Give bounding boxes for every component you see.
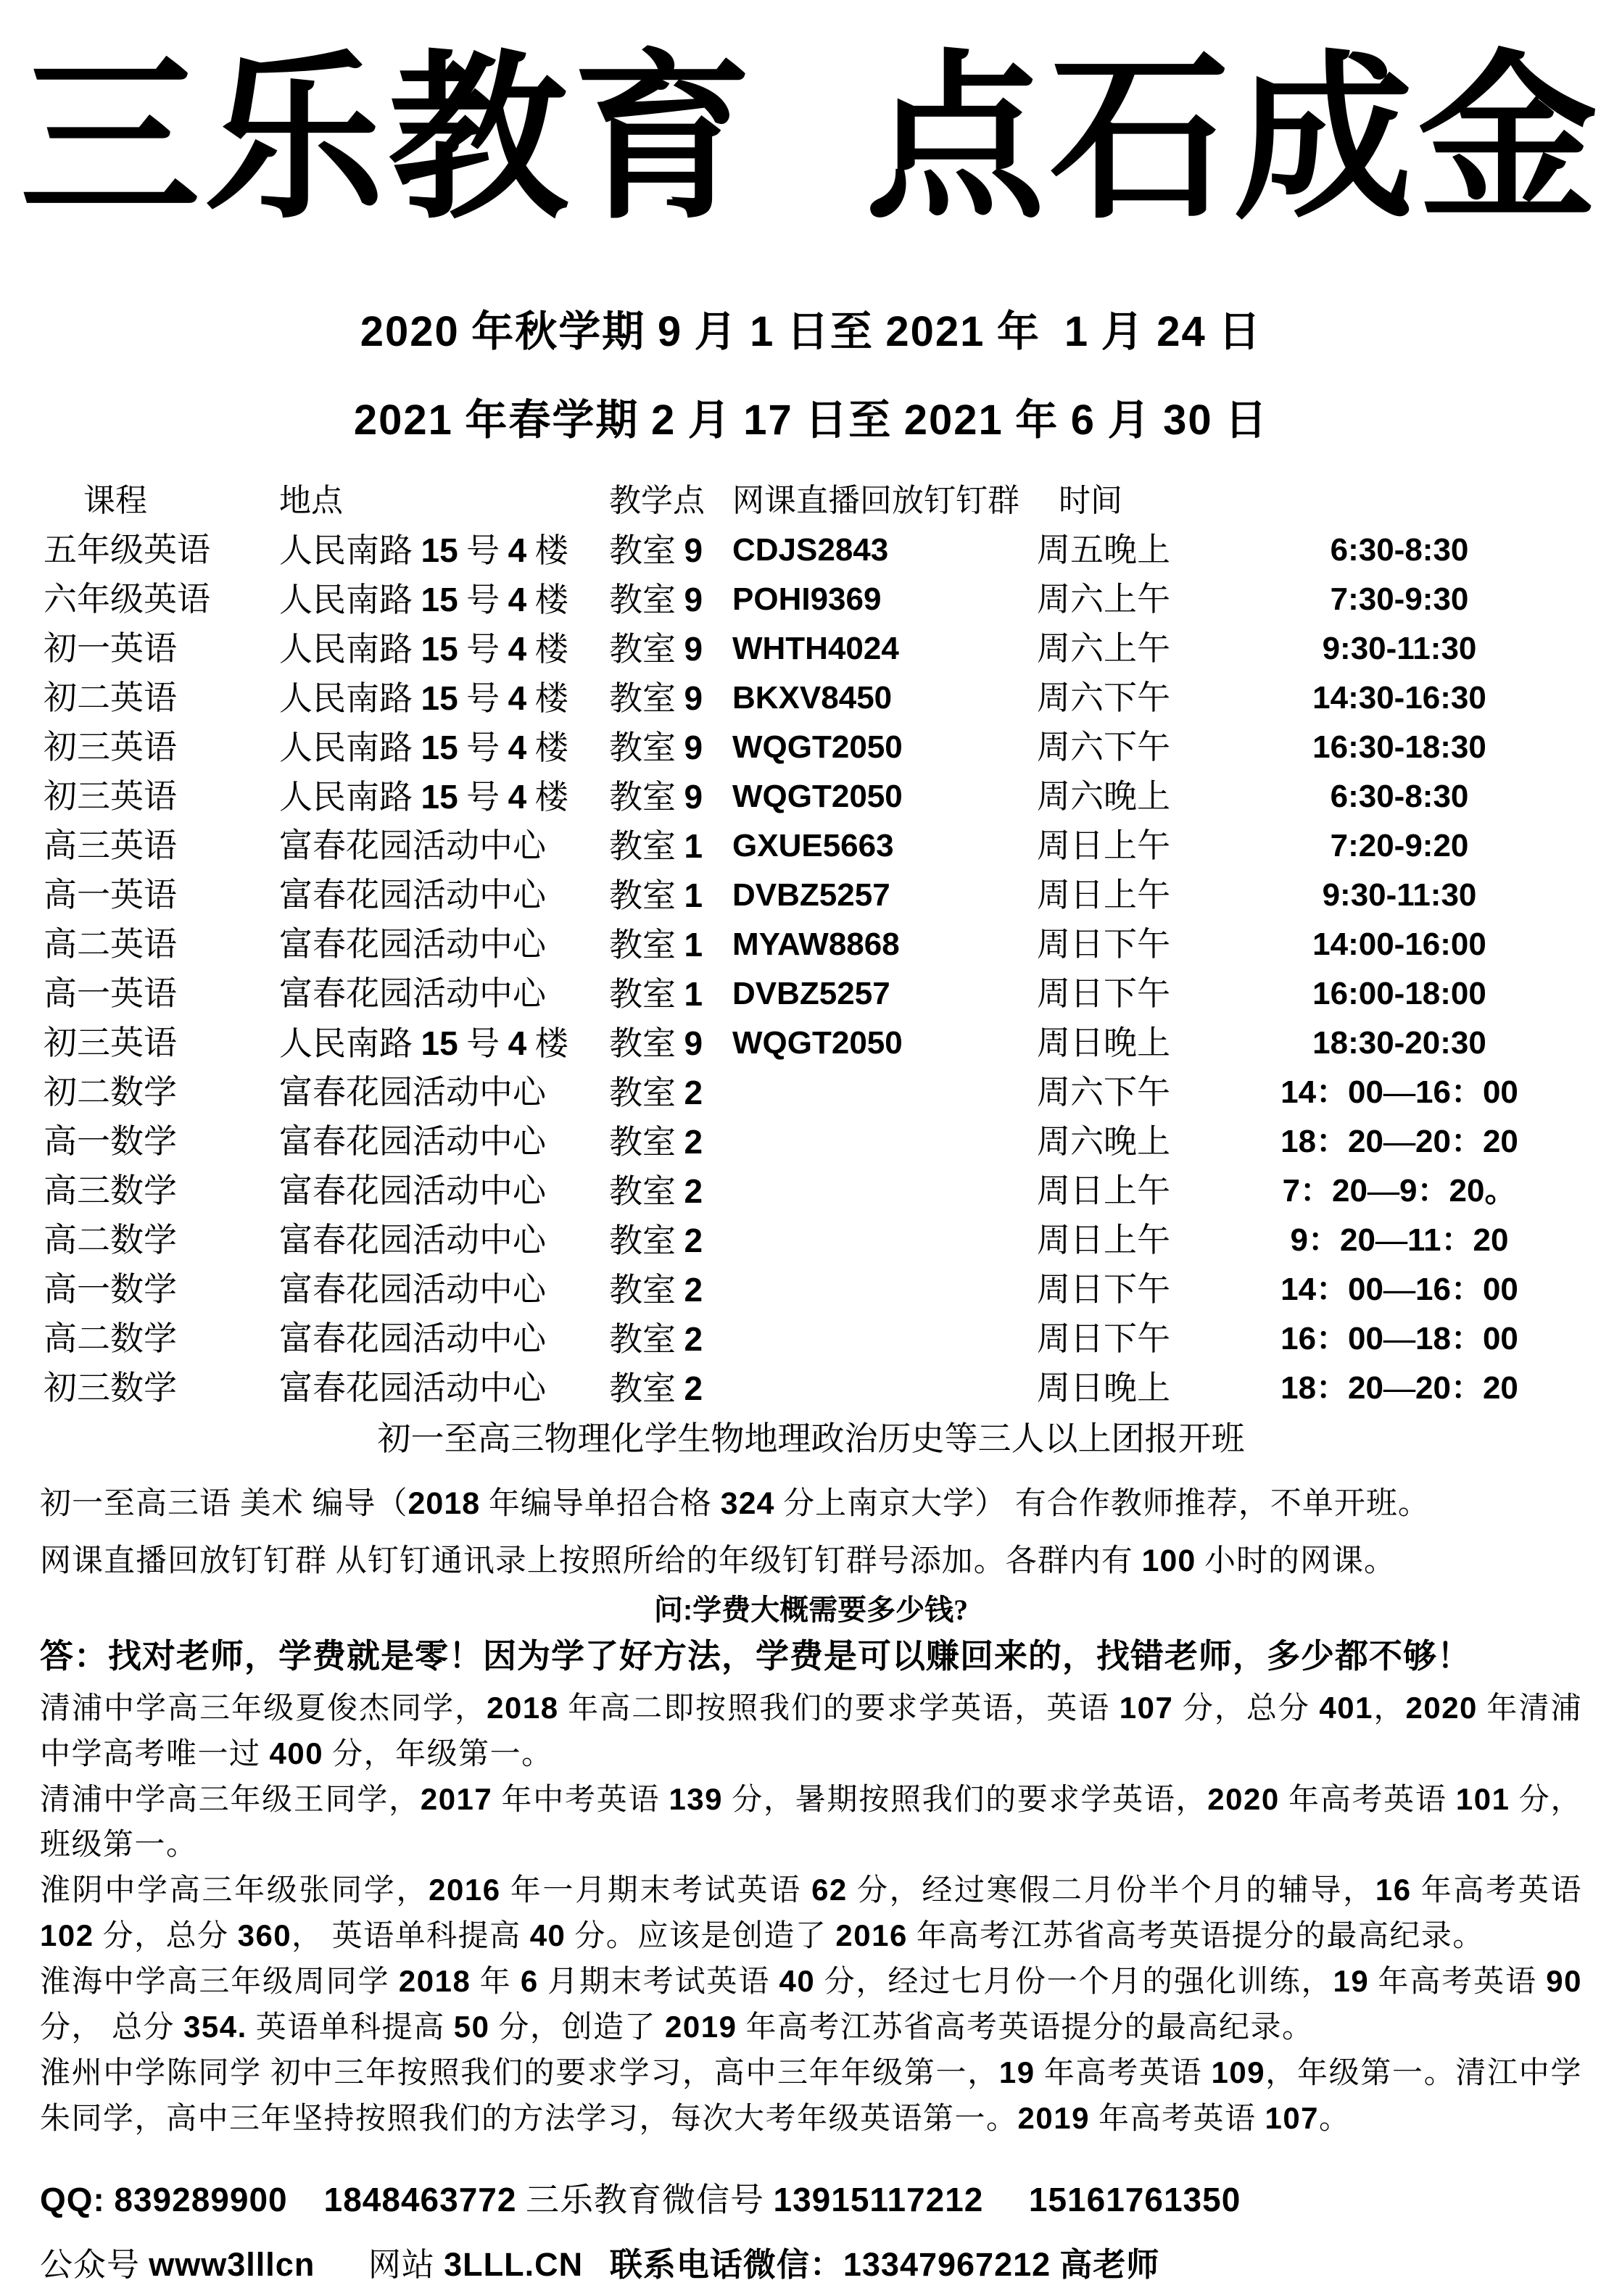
- classroom-cell: 教室 2: [609, 1369, 703, 1407]
- table-row: [44, 1166, 1622, 1216]
- weekday-cell: 周日下午: [1037, 1270, 1170, 1308]
- table-row: [44, 772, 1622, 821]
- weekday-cell: 周日下午: [1037, 1319, 1170, 1357]
- course-cell: 初二数学: [44, 1073, 177, 1111]
- table-row: [44, 1265, 1622, 1314]
- header-course: 课程: [83, 482, 147, 518]
- dingtalk-group-cell: [732, 1364, 1037, 1413]
- weekday-cell: 周六晚上: [1037, 777, 1170, 815]
- dingtalk-group-cell: [732, 1265, 1037, 1314]
- time-cell: 14:30-16:30: [1312, 679, 1486, 716]
- case-story: 淮海中学高三年级周同学 2018 年 6 月期末考试英语 40 分，经过七月份一个月的强化训练，19 年高考英语 90 分， 总分 354. 英语单科提高 50 分，创造了 2019 年高考江苏省高考英语提分的最高纪录。: [40, 1963, 1582, 2044]
- classroom-cell: 教室 9: [609, 728, 703, 766]
- classroom-cell: 教室 2: [609, 1122, 703, 1161]
- weekday-cell: 周六下午: [1037, 1073, 1170, 1111]
- time-cell: 9:30-11:30: [1322, 630, 1477, 666]
- table-row: [44, 821, 1622, 871]
- weekday-cell: 周五晚上: [1037, 531, 1170, 568]
- table-row: [44, 920, 1622, 969]
- location-cell: 富春花园活动中心: [279, 974, 546, 1012]
- location-cell: 人民南路 15 号 4 楼: [279, 1024, 568, 1062]
- table-row: [44, 1019, 1622, 1068]
- case-story: 淮阴中学高三年级张同学，2016 年一月期末考试英语 62 分，经过寒假二月份半个月的辅导，16 年高考英语 102 分，总分 360， 英语单科提高 40 分。应该是创造了 2016 年高考江苏省高考英语提分的最高纪录。: [40, 1872, 1582, 1953]
- time-cell: 16:30-18:30: [1312, 729, 1486, 765]
- time-cell: 6:30-8:30: [1330, 778, 1469, 814]
- table-row: [44, 1364, 1622, 1413]
- classroom-cell: 教室 2: [609, 1221, 703, 1259]
- location-cell: 人民南路 15 号 4 楼: [279, 629, 568, 668]
- classroom-cell: 教室 2: [609, 1319, 703, 1358]
- classroom-cell: 教室 9: [609, 679, 703, 717]
- classroom-cell: 教室 1: [609, 876, 703, 914]
- case-story: 清浦中学高三年级王同学，2017 年中考英语 139 分，暑期按照我们的要求学英语，2020 年高考英语 101 分，班级第一。: [40, 1781, 1582, 1862]
- dingtalk-group-cell: [732, 1068, 1037, 1117]
- classroom-cell: 教室 1: [609, 826, 703, 865]
- header-classroom: 教学点: [609, 482, 705, 518]
- qq-contact-line: QQ: 839289900 1848463772 三乐教育微信号 13915117212 15161761350: [40, 2180, 1241, 2218]
- course-cell: 六年级英语: [44, 580, 210, 618]
- art-program-note: 初一至高三语 美术 编导（2018 年编导单招合格 324 分上南京大学） 有合作教师推荐，不单开班。: [40, 1485, 1430, 1521]
- dingtalk-group-cell: [732, 1314, 1037, 1364]
- tuition-question: 问:学费大概需要多少钱?: [653, 1593, 969, 1626]
- course-cell: 初三英语: [44, 728, 177, 766]
- weekday-cell: 周六上午: [1037, 629, 1170, 667]
- course-cell: 初一英语: [44, 629, 177, 667]
- course-cell: 高一英语: [44, 974, 177, 1012]
- dingtalk-group-cell: CDJS2843: [732, 531, 889, 568]
- course-cell: 初三数学: [44, 1369, 177, 1406]
- course-cell: 高二数学: [44, 1221, 177, 1259]
- weekday-cell: 周六晚上: [1037, 1122, 1170, 1160]
- dingtalk-group-cell: WHTH4024: [732, 630, 899, 666]
- course-cell: 高一数学: [44, 1122, 177, 1160]
- semester-fall-dates: 2020 年秋学期 9 月 1 日至 2021 年 1 月 24 日: [360, 307, 1262, 355]
- time-cell: 18：20—20：20: [1280, 1123, 1518, 1159]
- time-cell: 7:30-9:30: [1330, 581, 1469, 617]
- weekday-cell: 周日上午: [1037, 876, 1170, 913]
- location-cell: 富春花园活动中心: [279, 1172, 546, 1209]
- time-cell: 16：00—18：00: [1280, 1320, 1518, 1356]
- course-cell: 高一英语: [44, 876, 177, 913]
- dingtalk-group-cell: [732, 1117, 1037, 1166]
- table-row: [44, 1314, 1622, 1364]
- table-row: [44, 575, 1622, 624]
- location-cell: 富春花园活动中心: [279, 925, 546, 963]
- weekday-cell: 周日上午: [1037, 1172, 1170, 1209]
- classroom-cell: 教室 9: [609, 1024, 703, 1062]
- page-title: [0, 40, 1622, 241]
- time-cell: 7：20—9：20。: [1282, 1172, 1517, 1209]
- table-row: [44, 526, 1622, 575]
- course-cell: 五年级英语: [44, 531, 210, 568]
- semester-spring-dates: 2021 年春学期 2 月 17 日至 2021 年 6 月 30 日: [353, 396, 1269, 444]
- classroom-cell: 教室 9: [609, 777, 703, 816]
- case-story: 淮州中学陈同学 初中三年按照我们的要求学习，高中三年年级第一，19 年高考英语 109，年级第一。清江中学朱同学，高中三年坚持按照我们的方法学习，每次大考年级英语第一。2019 年高考英语 107。: [40, 2055, 1582, 2136]
- table-row: [44, 1117, 1622, 1166]
- dingtalk-group-cell: WQGT2050: [732, 1024, 903, 1061]
- table-row: [44, 723, 1622, 772]
- weekday-cell: 周日下午: [1037, 925, 1170, 963]
- location-cell: 人民南路 15 号 4 楼: [279, 679, 568, 717]
- classroom-cell: 教室 2: [609, 1073, 703, 1111]
- weekday-cell: 周日晚上: [1037, 1369, 1170, 1406]
- dingtalk-group-cell: [732, 1216, 1037, 1265]
- footer-contacts: [0, 2244, 1622, 2286]
- dingtalk-group-cell: BKXV8450: [732, 679, 893, 716]
- time-cell: 14：00—16：00: [1280, 1074, 1518, 1110]
- classroom-cell: 教室 2: [609, 1172, 703, 1210]
- classroom-cell: 教室 1: [609, 974, 703, 1013]
- table-row: [44, 674, 1622, 723]
- table-row: [44, 1216, 1622, 1265]
- tuition-answer: 答：找对老师，学费就是零！因为学了好方法，学费是可以赚回来的，找错老师，多少都不够！: [40, 1637, 1471, 1675]
- location-cell: 富春花园活动中心: [279, 1270, 546, 1308]
- location-cell: 富春花园活动中心: [279, 876, 546, 913]
- classroom-cell: 教室 9: [609, 580, 703, 618]
- weekday-cell: 周日下午: [1037, 974, 1170, 1012]
- dingtalk-group-cell: [732, 1166, 1037, 1216]
- time-cell: 9：20—11：20: [1290, 1222, 1509, 1258]
- dingtalk-group-cell: WQGT2050: [732, 729, 903, 765]
- course-cell: 高三数学: [44, 1172, 177, 1209]
- weekday-cell: 周六上午: [1037, 580, 1170, 618]
- course-cell: 高三英语: [44, 826, 177, 864]
- time-cell: 7:20-9:20: [1330, 827, 1469, 863]
- location-cell: 富春花园活动中心: [279, 1369, 546, 1406]
- weekday-cell: 周六下午: [1037, 679, 1170, 716]
- time-cell: 18：20—20：20: [1280, 1369, 1518, 1406]
- course-cell: 初三英语: [44, 777, 177, 815]
- header-time: 时间: [1059, 482, 1122, 518]
- dingtalk-group-cell: WQGT2050: [732, 778, 903, 814]
- public-account-and-website: 公众号 www3lllcn 网站 3LLL.CN: [40, 2245, 584, 2283]
- classroom-cell: 教室 9: [609, 531, 703, 569]
- weekday-cell: 周日晚上: [1037, 1024, 1170, 1061]
- location-cell: 富春花园活动中心: [279, 1122, 546, 1160]
- weekday-cell: 周日上午: [1037, 826, 1170, 864]
- location-cell: 富春花园活动中心: [279, 826, 546, 864]
- header-location: 地点: [279, 482, 343, 518]
- course-cell: 高一数学: [44, 1270, 177, 1308]
- table-row: [44, 1068, 1622, 1117]
- location-cell: 富春花园活动中心: [279, 1073, 546, 1111]
- group-enrollment-line: 初一至高三物理化学生物地理政治历史等三人以上团报开班: [377, 1420, 1245, 1457]
- case-story: 清浦中学高三年级夏俊杰同学，2018 年高二即按照我们的要求学英语，英语 107 分，总分 401，2020 年清浦中学高考唯一过 400 分，年级第一。: [40, 1690, 1582, 1771]
- table-row: [44, 871, 1622, 920]
- location-cell: 人民南路 15 号 4 楼: [279, 777, 568, 816]
- time-cell: 6:30-8:30: [1330, 531, 1469, 568]
- weekday-cell: 周日上午: [1037, 1221, 1170, 1259]
- location-cell: 富春花园活动中心: [279, 1221, 546, 1259]
- student-case-stories: [0, 1686, 1622, 2142]
- schedule-rows: [44, 526, 1622, 1413]
- location-cell: 人民南路 15 号 4 楼: [279, 728, 568, 766]
- dingtalk-group-cell: GXUE5663: [732, 827, 894, 863]
- title-slogan: 点石成金: [865, 41, 1602, 240]
- classroom-cell: 教室 9: [609, 629, 703, 668]
- course-cell: 高二英语: [44, 925, 177, 963]
- course-cell: 初二英语: [44, 679, 177, 716]
- dingtalk-group-cell: MYAW8868: [732, 926, 900, 962]
- dingtalk-group-cell: DVBZ5257: [732, 975, 890, 1011]
- dingtalk-group-note: 网课直播回放钉钉群 从钉钉通讯录上按照所给的年级钉钉群号添加。各群内有 100 小时的网课。: [40, 1543, 1396, 1578]
- time-cell: 14:00-16:00: [1312, 926, 1486, 962]
- dingtalk-group-cell: POHI9369: [732, 581, 882, 617]
- classroom-cell: 教室 2: [609, 1270, 703, 1309]
- time-cell: 16:00-18:00: [1312, 975, 1486, 1011]
- course-cell: 高二数学: [44, 1319, 177, 1357]
- course-cell: 初三英语: [44, 1024, 177, 1061]
- table-row: [44, 624, 1622, 674]
- classroom-cell: 教室 1: [609, 925, 703, 963]
- location-cell: 富春花园活动中心: [279, 1319, 546, 1357]
- table-row: [44, 969, 1622, 1019]
- location-cell: 人民南路 15 号 4 楼: [279, 531, 568, 569]
- time-cell: 9:30-11:30: [1322, 876, 1477, 913]
- weekday-cell: 周六下午: [1037, 728, 1170, 766]
- phone-wechat-contact: 联系电话微信：13347967212 高老师: [609, 2245, 1160, 2283]
- title-brand: 三乐教育: [20, 41, 757, 240]
- time-cell: 18:30-20:30: [1312, 1024, 1486, 1061]
- time-cell: 14：00—16：00: [1280, 1271, 1518, 1307]
- header-dingtalk-group: 网课直播回放钉钉群: [732, 482, 1019, 518]
- dingtalk-group-cell: DVBZ5257: [732, 876, 890, 913]
- schedule-header-row: [44, 476, 1622, 526]
- location-cell: 人民南路 15 号 4 楼: [279, 580, 568, 618]
- schedule-table: [0, 476, 1622, 1413]
